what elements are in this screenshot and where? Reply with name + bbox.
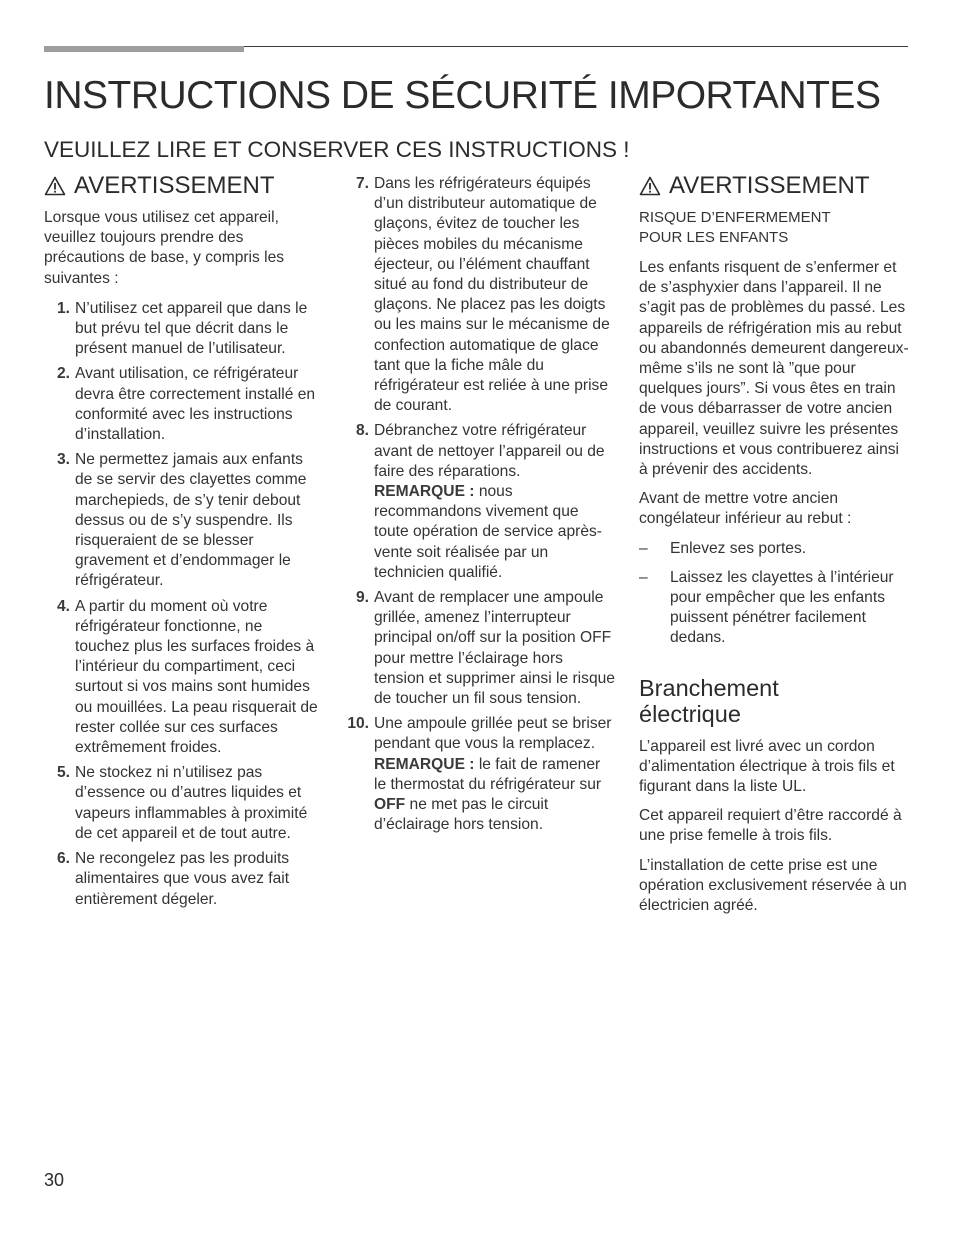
item-number: 3.: [56, 451, 70, 469]
item-number: 4.: [56, 597, 70, 615]
dash-marker: –: [639, 539, 648, 557]
column-middle: [343, 174, 615, 841]
section-heading-electrical: [639, 675, 911, 727]
item-text: Enlevez ses portes.: [670, 539, 807, 557]
warning-triangle-icon: [44, 176, 66, 196]
list-item: [44, 450, 320, 591]
warning-heading: [44, 172, 320, 200]
column-right: [639, 172, 911, 925]
item-text: le fait de ramener le thermostat du réfrigérateur sur: [374, 755, 602, 793]
item-text: Dans les réfrigérateurs équipés d’un distributeur automatique de glaçons, évitez de toucher les pièces mobiles du mécanisme éjecteur, ou l’élément chauffant situé au fond du distributeur de glaçons. Ne placez pas les doigts ou les mains sur le mécanisme de confection automatique de glace tant que la fiche mâle du réfrigérateur est reliée à une prise de courant.: [374, 175, 610, 415]
list-item: [44, 597, 320, 759]
item-text: Avant utilisation, ce réfrigérateur devra être correctement installé en conformité avec les instructions d’installation.: [75, 365, 316, 444]
page-subtitle: VEUILLEZ LIRE ET CONSERVER CES INSTRUCTIONS !: [44, 137, 630, 162]
instruction-list: [44, 299, 320, 910]
page-number: 30: [44, 1170, 65, 1190]
section-heading-line-1: Branchement: [639, 674, 779, 701]
risk-heading-line-1: RISQUE D’ENFERMEMENT: [639, 209, 831, 226]
item-number: 7.: [355, 175, 369, 192]
item-text: Ne stockez ni n’utilisez pas d’essence ou d’autres liquides et vapeurs inflammables à proximité de cet appareil et de tout autre.: [75, 764, 308, 842]
risk-heading: [639, 208, 911, 248]
item-text: ne met pas le circuit d’éclairage hors tension.: [374, 796, 549, 834]
item-number: 8.: [355, 422, 369, 440]
disposal-intro: Avant de mettre votre ancien congélateur inférieur au rebut :: [639, 490, 852, 528]
list-item: [343, 421, 615, 583]
item-number: 6.: [56, 850, 70, 868]
item-text: Avant de remplacer une ampoule grillée, amenez l’interrupteur principal on/off sur la position OFF pour mettre l’éclairage hors tension et supprimer ainsi le risque de toucher un fil sous tension.: [374, 589, 615, 708]
item-text: A partir du moment où votre réfrigérateur fonctionne, ne touchez plus les surfaces froides à l’intérieur du compartiment, ceci surtout si vos mains sont humides ou mouillées. La peau risquerait de rester collée sur ces surfaces extrêmement froides.: [75, 597, 318, 757]
list-item: [639, 539, 911, 559]
warning-label: AVERTISSEMENT: [669, 172, 870, 199]
warning-label: AVERTISSEMENT: [74, 172, 275, 199]
warning-heading: [639, 172, 911, 200]
item-number: 2.: [56, 365, 70, 383]
item-text: nous recommandons vivement que toute opération de service après-vente soit réalisée par un technicien qualifié.: [374, 483, 602, 581]
column-left: [44, 172, 320, 915]
instruction-list-continued: [343, 174, 615, 836]
remark-label: REMARQUE :: [374, 755, 475, 773]
list-item: [44, 299, 320, 360]
warning-triangle-icon: [639, 176, 661, 196]
item-text: Ne permettez jamais aux enfants de se servir des clayettes comme marchepieds, de s’y tenir debout dessus ou de s’y suspendre. Ils risqueraient de se blesser gravement et d’endommager le réfrigérateur.: [75, 451, 307, 590]
item-text: N’utilisez cet appareil que dans le but prévu tel que décrit dans le présent manuel de l’utilisateur.: [75, 299, 308, 358]
item-number: 1.: [56, 299, 70, 317]
remark-label: REMARQUE :: [374, 483, 475, 501]
item-text: Ne recongelez pas les produits alimentaires que vous avez fait entièrement dégeler.: [75, 850, 290, 908]
electrical-paragraph: Cet appareil requiert d’être raccordé à une prise femelle à trois fils.: [639, 807, 902, 845]
risk-paragraph: Les enfants risquent de s’enfermer et de s’asphyxier dans l’appareil. Il ne s’agit pas de problèmes du passé. Les appareils de réfrigération mis au rebut ou abandonnés demeurent dangereux-même s’ils ne sont là ”que pour quelques jours”. Si vous êtes en train de vous débarrasser de votre ancien appareil, veuillez suivre les présentes instructions et vous contribuerez ainsi à prévenir des accidents.: [639, 259, 909, 479]
electrical-paragraph: L’installation de cette prise est une opération exclusivement réservée à un électricien agréé.: [639, 856, 907, 915]
item-number: 9.: [355, 589, 369, 607]
electrical-paragraph: L’appareil est livré avec un cordon d’alimentation électrique à trois fils et figurant dans la liste UL.: [639, 737, 895, 796]
disposal-list: [639, 539, 911, 649]
list-item: [343, 174, 615, 416]
dash-marker: –: [639, 568, 648, 586]
list-item: [343, 588, 615, 709]
intro-text: Lorsque vous utilisez cet appareil, veuillez toujours prendre des précautions de base, y compris les suivantes :: [44, 209, 285, 287]
item-number: 5.: [56, 764, 70, 782]
list-item: [44, 364, 320, 445]
item-number: 10.: [347, 715, 369, 733]
item-text: Une ampoule grillée peut se briser pendant que vous la remplacez.: [374, 715, 612, 753]
header-accent-bar: [44, 46, 244, 52]
list-item: [639, 568, 911, 649]
list-item: [44, 763, 320, 844]
off-label: OFF: [374, 796, 406, 814]
page-title: INSTRUCTIONS DE SÉCURITÉ IMPORTANTES: [44, 74, 881, 117]
item-text: Laissez les clayettes à l’intérieur pour empêcher que les enfants puissent pénétrer facilement dedans.: [670, 568, 894, 647]
risk-heading-line-2: POUR LES ENFANTS: [639, 229, 789, 246]
list-item: [343, 714, 615, 835]
list-item: [44, 849, 320, 910]
section-heading-line-2: électrique: [639, 700, 741, 727]
item-text: Débranchez votre réfrigérateur avant de nettoyer l’appareil ou de faire des réparations.: [374, 422, 605, 480]
